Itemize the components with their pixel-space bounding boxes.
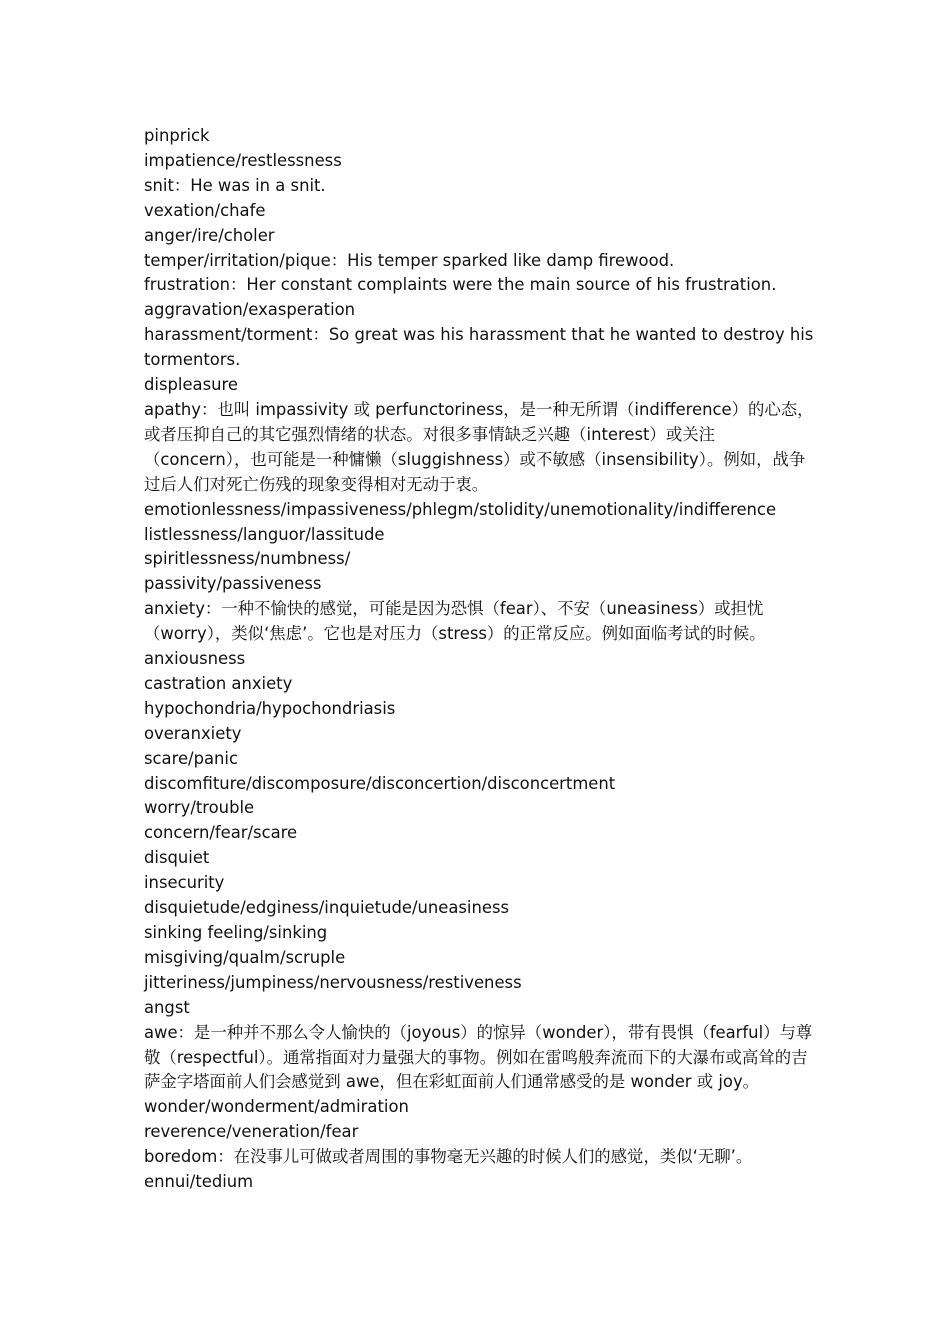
text-line: passivity/passiveness [144, 574, 322, 594]
text-line: jitteriness/jumpiness/nervousness/restiveness [144, 972, 522, 992]
text-line: castration anxiety [144, 673, 293, 693]
text-line: pinprick [144, 126, 210, 145]
text-line: listlessness/languor/lassitude [144, 524, 385, 544]
text-line: ennui/tedium [144, 1172, 254, 1192]
text-line: scare/panic [144, 748, 238, 768]
text-line: insecurity [144, 873, 225, 893]
text-line: displeasure [144, 375, 238, 395]
document-body [144, 124, 816, 1195]
text-line: disquietude/edginess/inquietude/uneasiness [144, 898, 510, 918]
text-line: reverence/veneration/fear [144, 1122, 359, 1142]
text-line: impatience/restlessness [144, 150, 342, 170]
text-line: vexation/chafe [144, 200, 266, 220]
text-line: wonder/wonderment/admiration [144, 1097, 409, 1117]
text-line: spiritlessness/numbness/ [144, 549, 351, 569]
text-paragraph: harassment/torment：So great was his harassment that he wanted to destroy his tormentors. [144, 325, 814, 370]
text-line: anxiousness [144, 649, 246, 669]
text-paragraph: apathy：也叫 impassivity 或 perfunctoriness，是一种无所谓（indifference）的心态，或者压抑自己的其它强烈情绪的状态。对很多事情缺乏兴趣（interest）或关注（concern），也可能是一种慵懒（sluggishness）或不敏感（insensibility）。例如，战争过后人们对死亡伤残的现象变得相对无动于衷。 [144, 399, 814, 494]
text-line: emotionlessness/impassiveness/phlegm/stolidity/unemotionality/indifference [144, 499, 777, 519]
text-line: anger/ire/choler [144, 225, 275, 245]
text-line: overanxiety [144, 723, 242, 743]
text-line: concern/fear/scare [144, 823, 298, 843]
text-line: aggravation/exasperation [144, 300, 356, 320]
text-line: snit：He was in a snit. [144, 175, 326, 195]
text-line: discomfiture/discomposure/disconcertion/disconcertment [144, 773, 616, 793]
text-line: worry/trouble [144, 798, 255, 818]
text-line: frustration：Her constant complaints were the main source of his frustration. [144, 275, 777, 295]
text-line: angst [144, 997, 190, 1017]
text-line: boredom：在没事儿可做或者周围的事物毫无兴趣的时候人们的感觉，类似‘无聊’。 [144, 1147, 753, 1167]
text-line: sinking feeling/sinking [144, 923, 328, 942]
text-line: disquiet [144, 848, 210, 868]
text-line: misgiving/qualm/scruple [144, 947, 346, 967]
text-line: temper/irritation/pique：His temper sparked like damp firewood. [144, 250, 675, 270]
text-paragraph: awe：是一种并不那么令人愉快的（joyous）的惊异（wonder），带有畏惧（fearful）与尊敬（respectful）。通常指面对力量强大的事物。例如在雷鸣般奔流而下的大瀑布或高耸的吉萨金字塔面前人们会感觉到 awe，但在彩虹面前人们通常感受的是 wonder 或 joy。 [144, 1022, 813, 1092]
text-line: hypochondria/hypochondriasis [144, 698, 396, 718]
text-paragraph: anxiety：一种不愉快的感觉，可能是因为恐惧（fear）、不安（uneasiness）或担忧（worry），类似‘焦虑’。它也是对压力（stress）的正常反应。例如面临考试的时候。 [144, 599, 766, 644]
